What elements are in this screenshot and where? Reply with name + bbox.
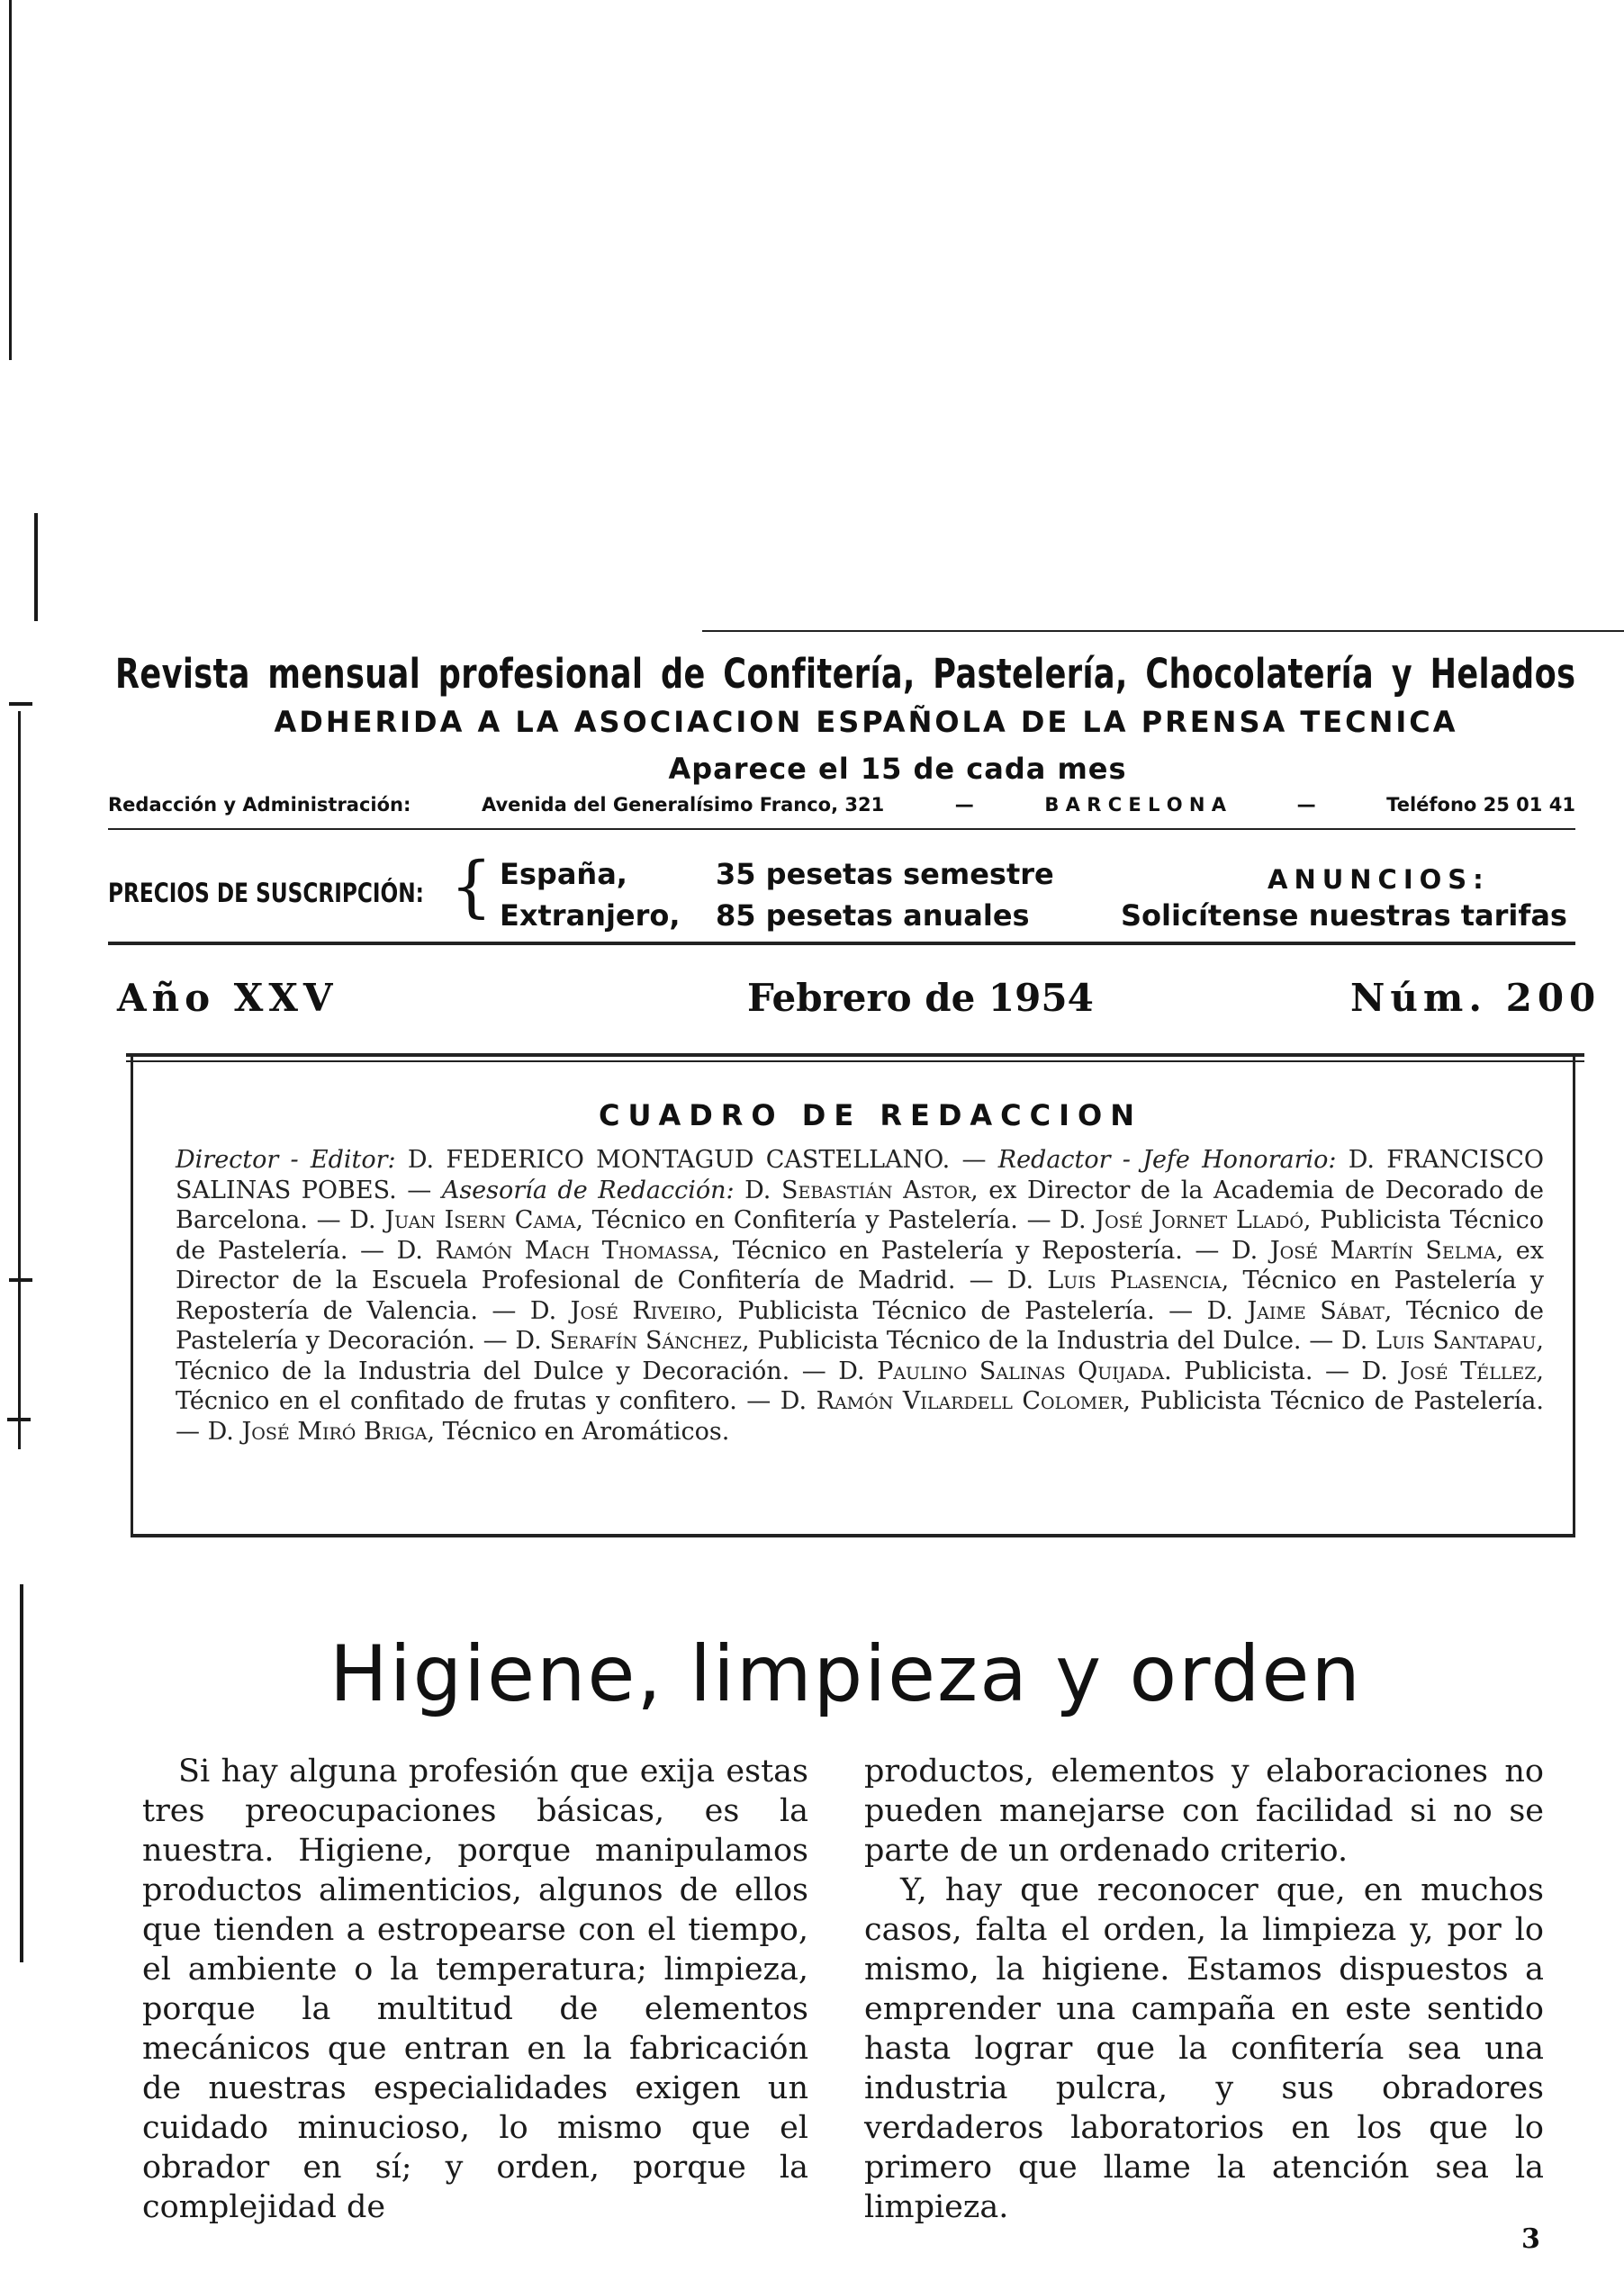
staff-description: Publicista Técnico de Pastelería. — D.	[737, 1296, 1233, 1325]
price-row	[500, 895, 1054, 936]
staff-name: D. FRANCISCO SALINAS POBES.	[176, 1146, 1544, 1204]
staff-name: José Jornet Lladó,	[1095, 1206, 1312, 1234]
ads-label: ANUNCIOS:	[1268, 864, 1490, 895]
staff-description: Técnico en Pastelería y Repostería de Valencia. — D.	[176, 1267, 1544, 1325]
editorial-board-paragraph	[176, 1145, 1544, 1447]
article-column-left	[142, 1752, 808, 2227]
issue-number: Núm. 200	[1350, 976, 1601, 1020]
masthead-word: y	[1391, 650, 1413, 698]
scan-margin-line	[34, 513, 38, 621]
staff-name: José Riveiro,	[570, 1296, 724, 1325]
article-headline: Higiene, limpieza y orden	[329, 1629, 1362, 1719]
staff-description: Publicista Técnico de Pastelería. — D.	[176, 1387, 1544, 1446]
staff-name: D. FEDERICO MONTAGUD CASTELLANO.	[407, 1146, 951, 1174]
staff-name: José Téllez,	[1400, 1357, 1544, 1385]
subscription-label: PRECIOS DE SUSCRIPCIÓN:	[108, 878, 424, 908]
article-column-right	[864, 1752, 1544, 2227]
article-paragraph: Si hay alguna profesión que exija estas tres preocupaciones básicas, es la nuestra. Higiene, porque manipulamos productos alimenticios, algunos de ellos que tienden a estropearse con el tiempo, el ambiente o la temperatura; limpieza, porque la multitud de elementos mecánicos que entran en la fabricación de nuestras especialidades exigen un cuidado minucioso, lo mismo que el obrador en sí; y orden, porque la complejidad de	[142, 1754, 808, 2225]
issue-year: Año XXV	[117, 976, 338, 1020]
masthead-word: Chocolatería	[1145, 650, 1375, 698]
top-rule	[702, 630, 1624, 632]
staff-name: Ramón Mach Thomassa,	[435, 1236, 721, 1265]
staff-name: José Miró Briga,	[241, 1417, 436, 1446]
scan-margin-line	[18, 711, 21, 1449]
masthead-word: profesional	[438, 650, 644, 698]
issue-date: Febrero de 1954	[747, 976, 1094, 1020]
subscription-prices	[500, 853, 1054, 936]
staff-description: Técnico en Pastelería y Repostería. — D.	[732, 1236, 1259, 1265]
masthead-title	[115, 650, 1575, 698]
price-value: 85 pesetas anuales	[716, 898, 1030, 933]
brace-glyph: {	[450, 848, 493, 925]
staff-description: Técnico en Confitería y Pastelería. — D.	[591, 1206, 1087, 1234]
role-label: Director - Editor:	[176, 1146, 396, 1174]
address-line	[108, 794, 1575, 816]
staff-description: Técnico de la Industria del Dulce y Decoración. — D.	[176, 1357, 865, 1385]
staff-name: José Martín Selma,	[1269, 1236, 1504, 1265]
price-value: 35 pesetas semestre	[716, 857, 1054, 891]
masthead-word: Confitería,	[723, 650, 916, 698]
separator: —	[1296, 794, 1316, 816]
redaccion-address: Avenida del Generalísimo Franco, 321	[481, 794, 885, 816]
article-paragraph: Y, hay que reconocer que, en muchos casos, falta el orden, la limpieza y, por lo mismo, la higiene. Estamos dispuestos a emprender una campaña en este sentido hasta lograr que la confitería sea una industria pulcra, y sus obradores verdaderos laboratorios en los que lo primero que llame la atención sea la limpieza.	[864, 1872, 1544, 2225]
separator: —	[961, 1146, 987, 1174]
divider-rule	[108, 828, 1575, 830]
masthead-word: de	[660, 650, 706, 698]
price-country: España,	[500, 857, 627, 891]
staff-description: ex Director de la Escuela Profesional de Confitería de Madrid. — D.	[176, 1236, 1544, 1294]
staff-name: Jaime Sábat,	[1247, 1296, 1393, 1325]
redaccion-city: B A R C E L O N A	[1044, 794, 1227, 816]
staff-name: Luis Santapau,	[1376, 1327, 1544, 1355]
editorial-board-text	[176, 1145, 1544, 1447]
price-country: Extranjero,	[500, 898, 681, 933]
masthead-word: mensual	[267, 650, 421, 698]
masthead-word: Revista	[115, 650, 250, 698]
redaccion-label: Redacción y Administración:	[108, 794, 411, 816]
ads-text: Solicítense nuestras tarifas	[1121, 898, 1567, 933]
separator: —	[407, 1176, 432, 1204]
role-label: Redactor - Jefe Honorario:	[997, 1146, 1337, 1174]
scan-margin-tick	[9, 1278, 32, 1282]
editorial-board-title: CUADRO DE REDACCION	[598, 1098, 1143, 1132]
divider-rule	[108, 942, 1575, 945]
staff-prefix: D.	[744, 1176, 771, 1204]
staff-description: ex Director de la Academia de Decorado de Barcelona. — D.	[176, 1176, 1544, 1234]
staff-description: Técnico en el confitado de frutas y confitero. — D.	[176, 1387, 807, 1415]
association-line: ADHERIDA A LA ASOCIACION ESPAÑOLA DE LA PRENSA TECNICA	[274, 705, 1458, 739]
staff-name: Sebastián Astor,	[780, 1176, 979, 1204]
staff-description: Publicista. — D.	[1184, 1357, 1388, 1385]
publication-frequency: Aparece el 15 de cada mes	[668, 752, 1127, 786]
article-paragraph: productos, elementos y elaboraciones no pueden manejarse con facilidad si no se parte de un ordenado criterio.	[864, 1754, 1544, 1869]
staff-description: Publicista Técnico de la Industria del Dulce. — D.	[757, 1327, 1368, 1355]
masthead-word: Pastelería,	[933, 650, 1128, 698]
staff-name: Ramón Vilardell Colomer,	[816, 1387, 1131, 1415]
staff-name: Paulino Salinas Quijada.	[877, 1357, 1172, 1385]
separator: —	[954, 794, 974, 816]
staff-description: Técnico de Pastelería y Decoración. — D.	[176, 1296, 1544, 1355]
redaccion-phone: Teléfono 25 01 41	[1386, 794, 1575, 816]
page-number: 3	[1521, 2223, 1540, 2255]
staff-name: Serafín Sánchez,	[549, 1327, 750, 1355]
scan-margin-tick	[7, 1418, 31, 1421]
staff-description: Publicista Técnico de Pastelería. — D.	[176, 1206, 1545, 1265]
staff-name: Juan Isern Cama,	[384, 1206, 583, 1234]
masthead-word: Helados	[1430, 650, 1576, 698]
role-label: Asesoría de Redacción:	[441, 1176, 735, 1204]
price-row	[500, 853, 1054, 895]
staff-name: Luis Plasencia,	[1047, 1267, 1230, 1294]
staff-description: Técnico en Aromáticos.	[442, 1417, 730, 1446]
scan-margin-line	[9, 0, 12, 360]
